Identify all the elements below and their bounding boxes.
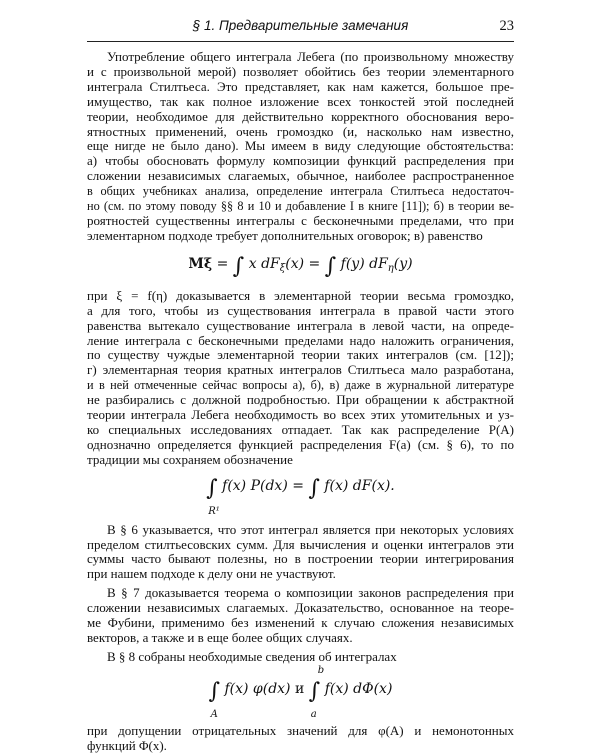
formula-mid-sub: ξ [279, 262, 286, 274]
formula-rhs-arg: (y) [393, 255, 413, 272]
text-line: ко специальных исследованиях отпадает. Так как распределение P(A) [87, 421, 514, 437]
paragraph-4 [87, 586, 514, 646]
formula-rhs-integrand: f(y) dF [340, 255, 388, 272]
text-line: при допущении отрицательных значений для φ(A) и немонотонных [87, 722, 514, 738]
integral-with-limits [208, 678, 221, 720]
text-line: имущество, так как полное изложение всех тонкостей этой последней [87, 93, 514, 109]
integral-lower-limit: R¹ [208, 505, 220, 517]
paragraph-1 [87, 50, 514, 244]
integral-upper-limit: b [317, 664, 325, 676]
integral-lower-limit: A [210, 708, 218, 720]
text-line: однозначно определяется функцией распределения F(a) (см. § 6), то по [87, 436, 514, 452]
running-header [87, 16, 514, 42]
text-line: не разбирались с должной подробностью. При обращении к абстрактной [87, 392, 514, 408]
text-line: теории, необходимое для действительно корректного обоснования веро- [87, 108, 514, 124]
text-line: пределом стилтьесовских сумм. Для вычисления и оценки интегралов эти [87, 536, 514, 552]
formula-expectation: Mξ = ∫ x $dF_\xi(x)$ = ∫ f(y) $dF_\eta(y)$ [188, 253, 413, 279]
integral-sign-icon: ∫ [232, 253, 245, 279]
paragraph-3 [87, 523, 514, 583]
integral-sign-icon: ∫ [208, 678, 221, 704]
formula-signed-measure [87, 664, 514, 720]
text-line: ление интеграла с бесконечными пределами надо наложить ограничения, [87, 332, 514, 348]
formula-mid-arg: (x) [285, 255, 305, 272]
text-line: равенства вытекало существование интеграла в левой части, на опреде- [87, 317, 514, 333]
formula-integral-notation: ∫ R¹ f(x) P(dx) = ∫ f(x) dF(x). [206, 475, 395, 517]
text-line: но (см. по этому поводу §§ 8 и 10 и добавление I в книге [11]); б) в теории ве- [87, 199, 514, 214]
formula-mid-integrand: x dF [248, 255, 280, 272]
text-line: роятностей существенны интегралы с бесконечными пределами, что при [87, 212, 514, 228]
text-line: элементарном подходе требует дополнительных оговорок; в) равенство [87, 227, 483, 243]
paragraph-2 [87, 289, 514, 468]
text-line: и с произвольной мерой) позволяет обойтись без теории элементарного [87, 63, 514, 79]
integral-lower-limit: a [310, 708, 317, 720]
paragraph-5 [87, 650, 514, 665]
formula-conjunction: и [294, 680, 305, 697]
text-line: при нашем подходе к делу они не участвуют. [87, 566, 336, 582]
formula-rhs-sub: η [387, 262, 394, 274]
header-rule [87, 41, 514, 42]
formula-left-integrand: f(x) φ(dx) [224, 680, 291, 697]
text-line: В § 6 указывается, что этот интеграл является при некоторых условиях [107, 521, 514, 537]
text-line: интеграла Стилтьеса. Это представляет, как нам кажется, большое пре- [87, 78, 514, 94]
text-line: суммы часто бывают полезны, но в построении теории интегрирования [87, 551, 514, 567]
text-line: сложении независимых слагаемых, обычное, наиболее распространенное [87, 168, 514, 184]
text-line: ме Фубини, применимо без изменений к случаю сложения независимых [87, 615, 514, 631]
text-line: еще нигде не было дано). Мы имеем в виду следующие обстоятельства: [87, 138, 514, 154]
integral-sign-icon: ∫ [308, 678, 321, 704]
text-line: традиции мы сохраняем обозначение [87, 451, 293, 467]
text-line: функций Φ(x). [87, 737, 167, 753]
text-line: Употребление общего интеграла Лебега (по произвольному множеству [107, 49, 514, 64]
text-line: В § 8 собраны необходимые сведения об интегралах [107, 648, 397, 664]
text-line: а) чтобы обосновать формулу композиции функций распределения при [87, 153, 514, 169]
integral-sign-icon: ∫ [206, 475, 218, 501]
integral-sign-icon: ∫ [324, 253, 337, 279]
text-line: г) элементарная теория кратных интегралов Стилтьеса мало разработана, [87, 362, 514, 378]
text-line: теории интеграла Лебега необходимость во всех этих утомительных и уз- [87, 407, 514, 423]
formula-lhs: Mξ [188, 255, 213, 272]
formula-rhs: f(x) dF(x). [324, 477, 395, 494]
text-line: векторов, а также и в еще более общих случаях. [87, 630, 353, 645]
integral-with-limits [308, 664, 325, 720]
text-line: В § 7 доказывается теорема о композиции законов распределения при [107, 585, 514, 601]
page-number: 23 [499, 18, 514, 34]
formula-right-integrand: f(x) dΦ(x) [324, 680, 393, 697]
text-line: в общих учебниках анализа, определение интеграла Стилтьеса недостаточ- [87, 184, 514, 199]
text-line: сложении независимых слагаемых. Доказательство, основанное на теоре- [87, 600, 514, 616]
integral-sign-icon: ∫ [308, 475, 320, 501]
formula-lhs: f(x) P(dx) [222, 477, 288, 494]
text-line: и в ней отмеченные сейчас вопросы а), б), в) даже в журнальной литературе [87, 378, 514, 393]
section-title: § 1. Предварительные замечания [192, 18, 409, 33]
paragraph-6 [87, 724, 514, 754]
text-line: ятностных применений, очень громоздко (и, насколько нам известно, [87, 123, 514, 139]
text-line: при ξ = f(η) доказывается в элементарной теории весьма громоздко, [87, 287, 514, 303]
text-line: по существу чуждые элементарной теории таких интегралов (см. [12]); [87, 347, 514, 363]
integral-with-limits [206, 475, 220, 517]
text-line: а для того, чтобы из существования интеграла в правой части этого [87, 302, 514, 318]
